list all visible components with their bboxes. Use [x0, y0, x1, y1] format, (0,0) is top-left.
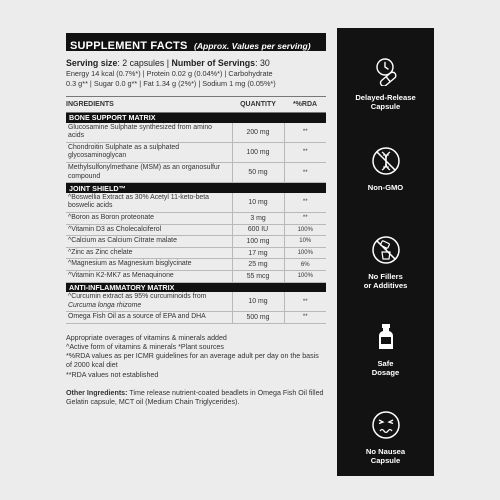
ingredient-rda: 6%: [284, 259, 326, 271]
ingredient-rda: **: [284, 123, 326, 143]
ingredient-qty: 100 mg: [232, 236, 284, 248]
ingredient-rda: **: [284, 163, 326, 183]
bottle-icon: [371, 322, 401, 352]
footnotes: [66, 334, 326, 380]
ingredient-name: Chondroitin Sulphate as a sulphated glycosaminoglycan: [66, 142, 232, 162]
other-ingredients-label: Other Ingredients:: [66, 388, 128, 397]
supplement-facts: [66, 33, 326, 407]
servings-number-label: Number of Servings: [171, 58, 256, 68]
badge-panel: [337, 28, 434, 476]
ingredient-rda: 100%: [284, 270, 326, 282]
table-row: [66, 312, 326, 324]
badge-label-line-1: Delayed-Release: [355, 93, 416, 102]
other-ingredients-text: Time release nutrient-coated beadlets in Omega Fish Oil filled Gelatin capsule, MCT oil (Medium Chain Triglycerides).: [66, 388, 324, 406]
ingredient-qty: 25 mg: [232, 259, 284, 271]
section-title: JOINT SHIELD™: [66, 183, 326, 193]
table-row: [66, 193, 326, 213]
facts-title: SUPPLEMENT FACTS: [70, 40, 188, 51]
table-header-row: [66, 97, 326, 113]
ingredient-qty: 50 mg: [232, 163, 284, 183]
serving-size-label: Serving size: [66, 58, 118, 68]
section-row: [66, 183, 326, 193]
section-title: ANTI-INFLAMMATORY MATRIX: [66, 282, 326, 292]
table-row: [66, 247, 326, 259]
section-row: [66, 113, 326, 123]
other-ingredients: [66, 389, 326, 407]
ingredient-name: ^Zinc as Zinc chelate: [66, 247, 232, 259]
ingredient-rda: 100%: [284, 247, 326, 259]
ingredient-rda: **: [284, 312, 326, 324]
ingredient-qty: 55 mcg: [232, 270, 284, 282]
pouring-crossed-icon: [371, 235, 401, 265]
ingredient-qty: 100 mg: [232, 142, 284, 162]
badge-label-line-2: Capsule: [370, 456, 401, 465]
ingredient-qty: 10 mg: [232, 292, 284, 312]
ingredients-table: [66, 96, 326, 324]
serving-info: [66, 58, 326, 88]
ingredient-name: Omega Fish Oil as a source of EPA and DHA: [66, 312, 232, 324]
table-row: [66, 123, 326, 143]
serving-line: [66, 58, 326, 69]
table-row: [66, 212, 326, 224]
ingredient-rda: 10%: [284, 236, 326, 248]
badge-label-line-2: Capsule: [370, 102, 401, 111]
ingredient-qty: 17 mg: [232, 247, 284, 259]
badge-label-line-1: Safe: [377, 359, 394, 368]
badge-label: [337, 447, 434, 465]
table-row: [66, 236, 326, 248]
badge-non-gmo: [337, 146, 434, 192]
dna-crossed-icon: [371, 146, 401, 176]
ingredient-rda: **: [284, 292, 326, 312]
ingredient-name: ^Calcium as Calcium Citrate malate: [66, 236, 232, 248]
table-row: [66, 163, 326, 183]
ingredient-rda: **: [284, 212, 326, 224]
badge-label: [337, 183, 434, 192]
badge-label: [337, 93, 434, 111]
ingredient-name: [66, 292, 232, 312]
badge-safe-dosage: [337, 322, 434, 377]
table-row: [66, 259, 326, 271]
badge-label-line-1: No Nausea: [365, 447, 406, 456]
footnote: ^Active form of vitamins & minerals *Plant sources: [66, 342, 224, 351]
serving-size-value: : 2 capsules |: [117, 58, 172, 68]
badge-label-line-1: Non-GMO: [367, 183, 404, 192]
ingredient-name: ^Vitamin D3 as Cholecalciferol: [66, 224, 232, 236]
ingredient-name: Methylsulfonylmethane (MSM) as an organosulfur compound: [66, 163, 232, 183]
header-rda: *%RDA: [284, 97, 326, 113]
nutrition-line-2: 0.3 g** | Sugar 0.0 g** | Fat 1.34 g (2%*) | Sodium 1 mg (0.05%*): [66, 78, 276, 88]
badge-no-nausea: [337, 410, 434, 465]
section-row: [66, 282, 326, 292]
badge-no-fillers: [337, 235, 434, 290]
footnote: Appropriate overages of vitamins & minerals added: [66, 333, 227, 342]
ingredient-qty: 200 mg: [232, 123, 284, 143]
badge-label-line-1: No Fillers: [368, 272, 403, 281]
ingredient-qty: 3 mg: [232, 212, 284, 224]
ingredient-name-text: ^Curcumin extract as 95% curcuminoids from: [68, 293, 207, 300]
badge-label: [337, 272, 434, 290]
footnote: *%RDA values as per ICMR guidelines for an average adult per day on the basis of 2000 kcal diet: [66, 352, 319, 370]
ingredient-name: ^Magnesium as Magnesium bisglycinate: [66, 259, 232, 271]
ingredient-name: ^Boron as Boron proteonate: [66, 212, 232, 224]
nauseous-face-icon: [371, 410, 401, 440]
nutrition-line-1: Energy 14 kcal (0.7%*) | Protein 0.02 g (0.04%*) | Carbohydrate: [66, 69, 273, 78]
ingredient-qty: 500 mg: [232, 312, 284, 324]
header-ingredients: INGREDIENTS: [66, 97, 232, 113]
section-title: BONE SUPPORT MATRIX: [66, 113, 326, 123]
ingredient-name: ^Boswellia Extract as 30% Acetyl 11-keto-beta boswelic acids: [66, 193, 232, 213]
table-row: [66, 142, 326, 162]
footnote: **RDA values not established: [66, 370, 159, 379]
table-row: [66, 292, 326, 312]
ingredient-rda: **: [284, 193, 326, 213]
ingredient-rda: **: [284, 142, 326, 162]
facts-header: [66, 33, 326, 51]
badge-label-line-2: Dosage: [371, 368, 400, 377]
table-row: [66, 224, 326, 236]
badge-label-line-2: or Additives: [363, 281, 408, 290]
badge-label: [337, 359, 434, 377]
ingredient-name: Glucosamine Sulphate synthesized from amino acids: [66, 123, 232, 143]
ingredient-qty: 10 mg: [232, 193, 284, 213]
ingredient-name-italic: Curcuma longa rhizome: [68, 301, 142, 309]
ingredient-name: ^Vitamin K2-MK7 as Menaquinone: [66, 270, 232, 282]
table-row: [66, 270, 326, 282]
header-quantity: QUANTITY: [232, 97, 284, 113]
clock-capsule-icon: [371, 56, 401, 86]
badge-delayed-release: [337, 56, 434, 111]
facts-subtitle: (Approx. Values per serving): [193, 41, 311, 51]
servings-number-value: : 30: [255, 58, 270, 68]
ingredient-qty: 600 IU: [232, 224, 284, 236]
ingredient-rda: 100%: [284, 224, 326, 236]
